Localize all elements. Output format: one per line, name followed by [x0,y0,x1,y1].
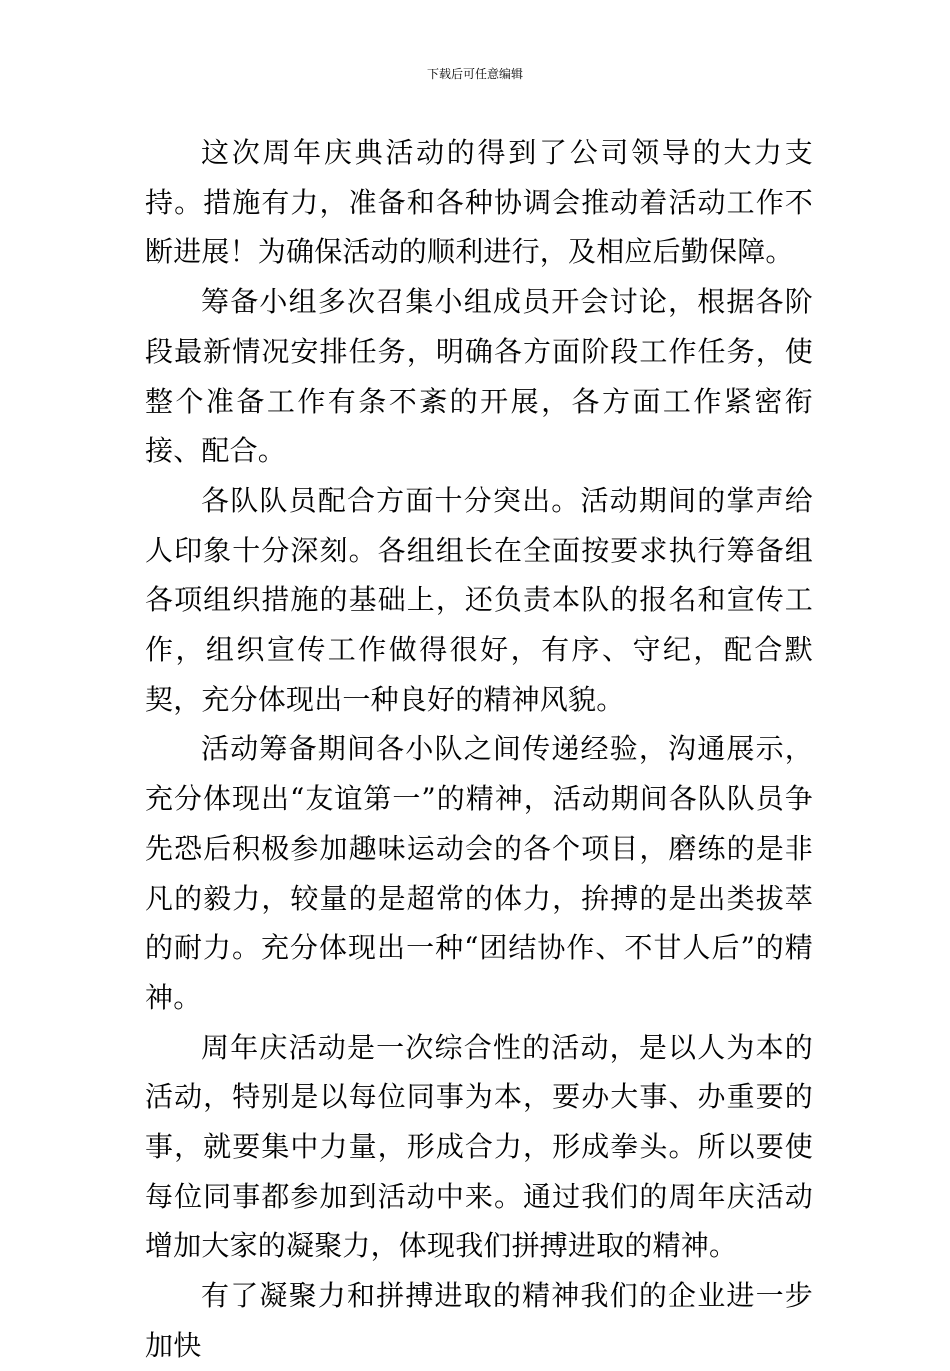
paragraph-1: 这次周年庆典活动的得到了公司领导的大力支持。措施有力，准备和各种协调会推动着活动工作不断进展！为确保活动的顺利进行，及相应后勤保障。 [145,136,813,269]
paragraph-4: 活动筹备期间各小队之间传递经验，沟通展示，充分体现出“友谊第一”的精神，活动期间各队队员争先恐后积极参加趣味运动会的各个项目，磨练的是非凡的毅力，较量的是超常的体力，拚搏的是出类拔萃的耐力。充分体现出一种“团结协作、不甘人后”的精神。 [145,732,813,1014]
document-body [145,128,813,1371]
page-header: 下载后可任意编辑 [426,67,523,81]
paragraph-6: 有了凝聚力和拼搏进取的精神我们的企业进一步加快 [145,1279,813,1362]
paragraph-5: 周年庆活动是一次综合性的活动，是以人为本的活动，特别是以每位同事为本，要办大事、办重要的事，就要集中力量，形成合力，形成拳头。所以要使每位同事都参加到活动中来。通过我们的周年庆活动增加大家的凝聚力，体现我们拼搏进取的精神。 [145,1030,813,1263]
paragraph-3: 各队队员配合方面十分突出。活动期间的掌声给人印象十分深刻。各组组长在全面按要求执行筹备组各项组织措施的基础上，还负责本队的报名和宣传工作，组织宣传工作做得很好，有序、守纪，配合默契，充分体现出一种良好的精神风貌。 [145,483,813,716]
paragraph-2: 筹备小组多次召集小组成员开会讨论，根据各阶段最新情况安排任务，明确各方面阶段工作任务，使整个准备工作有条不紊的开展，各方面工作紧密衔接、配合。 [145,285,813,468]
